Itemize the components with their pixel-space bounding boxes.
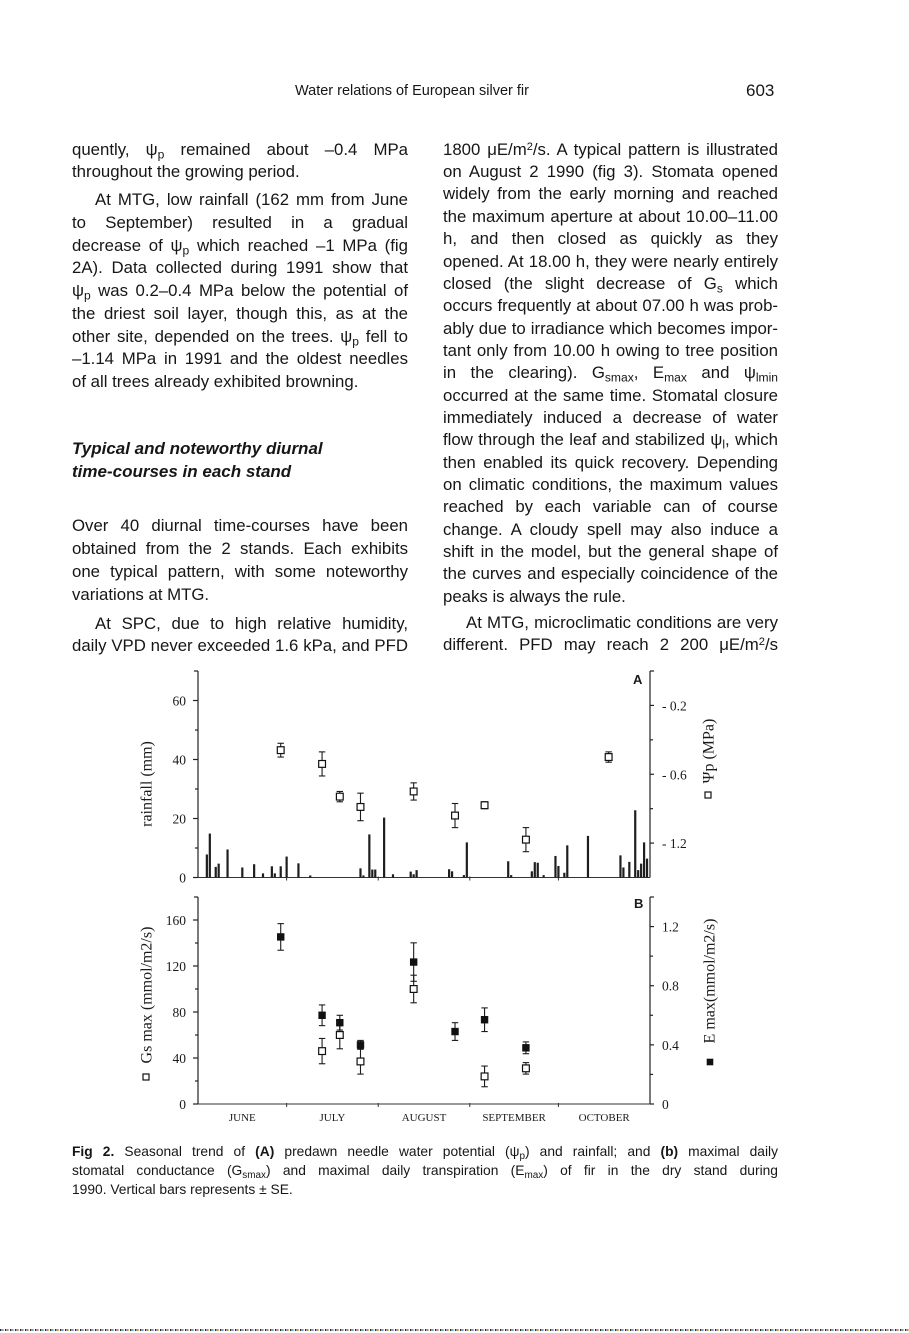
psi-p-point [277,747,284,754]
text-line: change. A cloudy spell may also induce a [443,519,778,539]
left-tick-label: 60 [172,693,186,709]
psi-p-point [605,754,612,761]
rainfall-bar [534,862,536,877]
panel-a [139,671,718,886]
right-tick-label: 1.2 [662,919,679,935]
right-tick-label: - 0.6 [662,767,687,783]
scan-edge-line [0,1329,909,1331]
rainfall-bar [392,874,394,877]
rainfall-bar [537,863,539,878]
rainfall-bar [531,871,533,877]
text-line: At MTG, microclimatic conditions are very [466,613,778,633]
rainfall-bar [448,869,450,877]
emax-axis-title: E max(mmol/m2/s) [701,918,719,1044]
paragraph [72,139,408,184]
rainfall-bar [543,875,545,877]
rainfall-bar [262,873,264,877]
figure-caption [72,1142,778,1200]
rainfall-bar [218,864,220,878]
paragraph [443,139,778,608]
x-tick-label: SEPTEMBER [482,1112,546,1124]
x-tick-label: JUNE [228,1112,256,1124]
left-tick-label: 40 [172,1051,186,1066]
section-heading [72,437,408,484]
text-line: closed (the slight decrease of $G_s$ which [443,273,778,296]
text-line: other site, depended on the trees. $\psi_p$ fell to [72,326,408,348]
paragraph [443,612,778,657]
filled-square-legend-icon [707,1059,713,1065]
gsmax-point [357,1058,364,1065]
text-line: At SPC, due to high relative humidity, [95,613,408,633]
rainfall-bar [362,875,364,877]
rainfall-bar [451,871,453,877]
rainfall-bar [410,872,412,878]
gsmax-point [410,986,417,993]
gsmax-point [523,1065,530,1072]
text-line: 2A). Data collected during 1991 show that [72,258,408,278]
text-line: At MTG, low rainfall (162 mm from June [95,190,408,210]
emax-point [319,1012,326,1019]
text-line: tant only from 10.00 h owing to tree position [443,340,778,360]
emax-point [523,1044,530,1051]
gsmax-point [319,1048,326,1055]
left-tick-label: 160 [165,913,186,928]
right-tick-label: 0 [662,1097,669,1112]
rainfall-bar [634,810,636,877]
rainfall-bar [637,870,639,877]
rainfall-bar [371,870,373,878]
figure-2-chart [0,660,909,1130]
emax-point [357,1041,364,1048]
rainfall-axis-title: rainfall (mm) [138,741,156,827]
rainfall-bar [383,818,385,878]
left-tick-label: 120 [165,959,186,974]
text-line: Over 40 diurnal time-courses have been [72,516,408,536]
text-line: peaks is always the rule. [443,586,626,606]
rainfall-bar [557,866,559,878]
psi-p-point [336,793,343,800]
rainfall-bar [646,859,648,878]
text-line: occurred at the same time. Stomatal closure [443,385,778,405]
text-line: different. PFD may reach 2 200 $\mu E/m^2/s$ [443,635,778,655]
rainfall-bar [359,868,361,877]
rainfall-bar [215,867,217,878]
rainfall-bar [413,874,415,877]
left-tick-label: 80 [172,1005,186,1020]
rainfall-bar [554,856,556,878]
text-line: quently, $\psi_p$ remained about –0.4 MPa [72,139,408,162]
panel-a-label: A [633,672,643,687]
text-line: flow through the leaf and stabilized $\psi_l$, which [443,430,778,452]
emax-point [277,934,284,941]
rainfall-bar [466,842,468,877]
left-tick-label: 0 [179,1097,186,1112]
right-tick-label: - 0.2 [662,698,687,714]
rainfall-bar [563,873,565,878]
psi-p-point [481,802,488,809]
psi-p-point [523,836,530,843]
left-tick-label: 0 [179,870,186,886]
text-line: the maximum aperture at about 10.00–11.00 [443,206,778,226]
text-line: variations at MTG. [72,584,210,604]
rainfall-bar [619,855,621,877]
open-square-legend-icon [705,792,711,798]
text-line: daily VPD never exceeded 1.6 kPa, and PFD [72,636,408,656]
text-line: immediately induced a decrease of water [443,407,778,427]
text-line: widely from the early morning and reached [443,184,778,204]
text-line: Fig 2. Seasonal trend of (A) predawn needle water potential $(\psi_p)$ and rainfall; and (b) maximal daily [72,1144,779,1162]
rainfall-bar [643,842,645,877]
rainfall-bar [309,875,311,877]
text-line: on August 2 1990 (fig 3). Stomata opened [443,162,778,182]
text-line: obtained from the 2 stands. Each exhibits [72,539,408,559]
text-line: $\psi_p$ was 0.2–0.4 MPa below the potential of [72,281,408,303]
rainfall-bar [510,875,512,877]
text-line: opened. At 18.00 h, they were nearly entirely [443,251,778,271]
rainfall-bar [374,870,376,878]
text-line: h, and then closed as quickly as they [443,229,778,249]
rainfall-bar [209,834,211,878]
x-tick-label: OCTOBER [578,1112,630,1124]
paragraph [72,189,408,393]
rainfall-bar [628,862,630,878]
rainfall-bar [566,845,568,877]
text-line: –1.14 MPa in 1991 and the oldest needles [72,349,408,369]
text-line: shift in the model, but the general shape of [443,541,778,561]
emax-point [410,959,417,966]
rainfall-bar [280,866,282,877]
rainfall-bar [297,863,299,877]
rainfall-bar [274,873,276,877]
psi-p-point [357,804,364,811]
rainfall-bar [416,870,418,877]
psi-p-point [410,788,417,795]
paragraph [72,613,408,658]
rainfall-bar [622,867,624,877]
rainfall-bar [271,866,273,877]
text-line: the curves and especially coincidence of the [443,564,778,584]
panel-b-label: B [634,896,644,911]
text-line: the driest soil layer, though this, as at the [72,303,408,323]
rainfall-bar [241,867,243,877]
x-tick-label: AUGUST [401,1112,447,1124]
emax-point [481,1016,488,1023]
text-line: in the clearing). $G_{smax}$, $E_{max}$ and $\psi_{lmin}$ [443,363,778,385]
open-square-legend-icon [143,1074,149,1080]
text-line: time-courses in each stand [72,462,292,482]
rainfall-bar [507,861,509,877]
rainfall-bar [368,834,370,877]
panel-b [139,896,719,1124]
text-line: occurs frequently at about 07.00 h was prob- [443,296,778,316]
right-tick-label: 0.8 [662,978,679,994]
text-line: to September) resulted in a gradual [72,213,408,232]
text-line: ably due to irradiance which becomes impor- [443,318,778,338]
rainfall-bar [253,864,255,877]
emax-point [336,1019,343,1026]
psi-p-point [452,812,459,819]
right-tick-label: - 1.2 [662,836,687,852]
rainfall-bar [206,854,208,877]
gsmax-point [336,1032,343,1039]
rainfall-bar [286,857,288,878]
text-line: of all trees already exhibited browning. [72,371,359,391]
rainfall-bar [463,875,465,877]
text-line: reached by each variable can of course [443,497,778,517]
text-line: stomatal conductance $(G_{smax})$ and maximal daily transpiration $(E_{max})$ of fir in the dry stand during [72,1163,778,1181]
left-tick-label: 20 [172,811,186,827]
text-line: Typical and noteworthy diurnal [72,439,323,458]
rainfall-bar [640,864,642,878]
text-line: decrease of $\psi_p$ which reached –1 MPa (fig [72,235,408,258]
page-number: 603 [746,81,775,100]
rainfall-bar [587,836,589,878]
psi-p-axis-title: Ψp (MPa) [700,718,718,784]
left-tick-label: 40 [172,752,186,768]
gsmax-point [481,1073,488,1080]
rainfall-bar [226,849,228,877]
text-line: 1990. Vertical bars represents ± SE. [72,1182,293,1198]
text-line: one typical pattern, with some noteworthy [72,561,408,581]
text-line: throughout the growing period. [72,162,300,182]
right-tick-label: 0.4 [662,1037,679,1053]
text-line: on climatic conditions, the maximum values [443,474,778,494]
gsmax-axis-title: Gs max (mmol/m2/s) [138,926,156,1064]
text-line: then enabled its quick recovery. Depending [443,452,778,472]
psi-p-point [319,761,326,768]
x-tick-label: JULY [319,1112,346,1124]
text-line: 1800 $\mu E/m^2/s$. A typical pattern is illustrated [443,139,778,159]
paragraph [72,515,408,606]
emax-point [452,1028,459,1035]
running-title: Water relations of European silver fir [295,83,529,99]
